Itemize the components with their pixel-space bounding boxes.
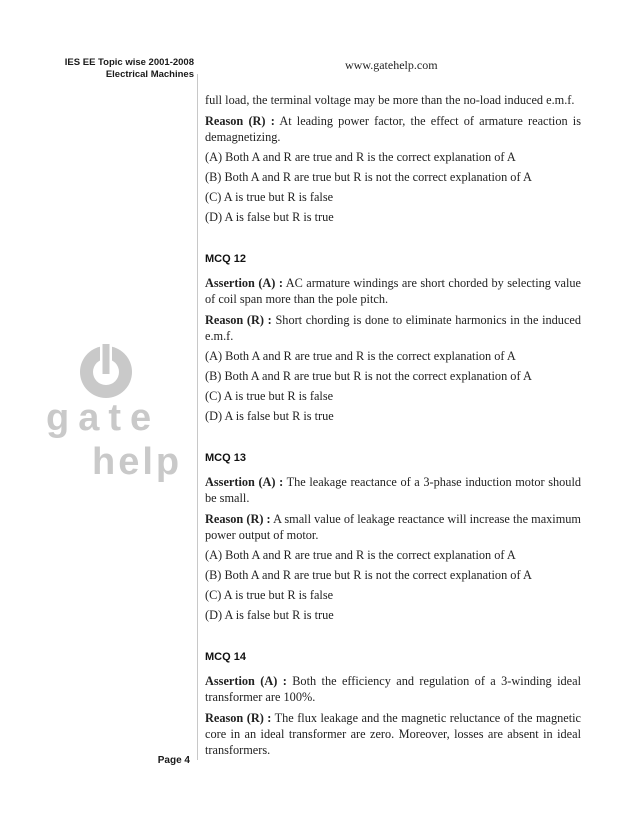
power-button-icon bbox=[44, 340, 183, 483]
assertion-label: Assertion (A) : bbox=[205, 475, 284, 489]
mcq-title: MCQ 13 bbox=[205, 452, 246, 464]
reason-label: Reason (R) : bbox=[205, 711, 272, 725]
option-a: (A) Both A and R are true and R is the correct explanation of A bbox=[205, 349, 516, 363]
assertion-label: Assertion (A) : bbox=[205, 674, 287, 688]
assertion-paragraph bbox=[205, 474, 581, 506]
option-d: (D) A is false but R is true bbox=[205, 409, 334, 423]
logo-text-gate: gate bbox=[46, 397, 161, 439]
assertion-paragraph bbox=[205, 673, 581, 705]
page-number: Page 4 bbox=[157, 755, 190, 766]
option-a: (A) Both A and R are true and R is the correct explanation of A bbox=[205, 548, 516, 562]
header-topic bbox=[56, 57, 194, 81]
reason-paragraph bbox=[205, 113, 581, 145]
reason-paragraph bbox=[205, 511, 581, 543]
option-c: (C) A is true but R is false bbox=[205, 588, 334, 602]
reason-paragraph bbox=[205, 312, 581, 344]
option-a: (A) Both A and R are true and R is the correct explanation of A bbox=[205, 150, 516, 164]
option-d: (D) A is false but R is true bbox=[205, 608, 334, 622]
reason-text: The flux leakage and the magnetic reluctance of the magnetic core in an ideal transformer are zero. Moreover, losses are absent in ideal transformers. bbox=[205, 711, 582, 757]
option-c: (C) A is true but R is false bbox=[205, 389, 334, 403]
page-content bbox=[205, 92, 581, 758]
mcq-title: MCQ 12 bbox=[205, 253, 246, 265]
reason-text: A small value of leakage reactance will increase the maximum power output of motor. bbox=[205, 512, 581, 542]
reason-label: Reason (R) : bbox=[205, 313, 272, 327]
option-b: (B) Both A and R are true but R is not the correct explanation of A bbox=[205, 568, 532, 582]
column-divider bbox=[197, 74, 198, 760]
reason-text: Short chording is done to eliminate harmonics in the induced e.m.f. bbox=[205, 313, 582, 343]
reason-paragraph bbox=[205, 710, 581, 758]
option-c: (C) A is true but R is false bbox=[205, 190, 334, 204]
assertion-paragraph bbox=[205, 275, 581, 307]
gatehelp-logo bbox=[44, 340, 183, 483]
mcq-title: MCQ 14 bbox=[205, 651, 246, 663]
logo-text-help: help bbox=[92, 441, 183, 483]
option-b: (B) Both A and R are true but R is not the correct explanation of A bbox=[205, 369, 532, 383]
assertion-text: AC armature windings are short chorded by selecting value of coil span more than the pole pitch. bbox=[205, 276, 581, 306]
option-d: (D) A is false but R is true bbox=[205, 210, 334, 224]
assertion-label: Assertion (A) : bbox=[205, 276, 283, 290]
header-topic-line1: IES EE Topic wise 2001-2008 bbox=[64, 57, 194, 68]
assertion-text: The leakage reactance of a 3-phase induction motor should be small. bbox=[205, 475, 582, 505]
reason-text: At leading power factor, the effect of armature reaction is demagnetizing. bbox=[205, 114, 582, 144]
header-url[interactable]: www.gatehelp.com bbox=[345, 58, 438, 72]
option-b: (B) Both A and R are true but R is not the correct explanation of A bbox=[205, 170, 532, 184]
reason-label: Reason (R) : bbox=[205, 512, 271, 526]
reason-label: Reason (R) : bbox=[205, 114, 275, 128]
continuation-text: full load, the terminal voltage may be more than the no-load induced e.m.f. bbox=[205, 93, 575, 107]
assertion-text: Both the efficiency and regulation of a 3-winding ideal transformer are 100%. bbox=[205, 674, 581, 704]
header-topic-line2: Electrical Machines bbox=[105, 69, 194, 80]
